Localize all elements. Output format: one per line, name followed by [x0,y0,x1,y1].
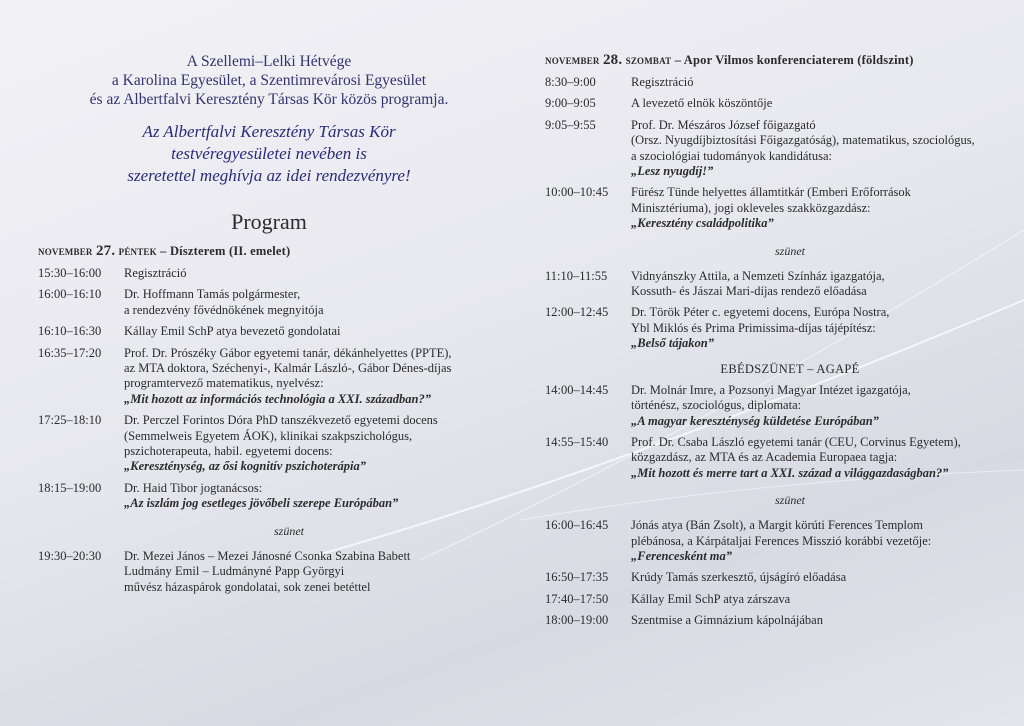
row-line: Kállay Emil SchP atya zárszava [631,591,791,606]
row-line: Ludmány Emil – Ludmányné Papp Györgyi [124,564,345,579]
row-line: közgazdász, az MTA és az Academia Europaea tagja: [631,450,898,465]
row-desc [124,287,500,318]
row-line: Dr. Török Péter c. egyetemi docens, Európa Nostra, [631,305,890,320]
row-desc [631,435,995,481]
row-time: 18:15–19:00 [38,480,102,495]
day2-schedule [545,75,995,629]
row-line: Krúdy Tamás szerkesztő, újságíró előadása [631,570,847,585]
schedule-row [38,287,500,318]
row-line: Fürész Tünde helyettes államtitkár (Emberi Erőforrások [631,185,911,200]
schedule-row [545,383,995,429]
invite-line-2: testvéregyesületei nevében is [171,144,367,163]
schedule-row [38,324,500,339]
row-desc [631,383,995,429]
row-time: 16:10–16:30 [38,324,102,339]
lunch-break-label: EBÉDSZÜNET – AGAPÉ [720,361,860,376]
row-desc [631,269,995,300]
row-line: az MTA doktora, Széchenyi-, Kalmár László-, Gábor Dénes-díjas [124,361,452,376]
row-time: 8:30–9:00 [545,75,596,89]
row-line: Prof. Dr. Csaba László egyetemi tanár (CEU, Corvinus Egyetem), [631,434,961,449]
row-time: 14:00–14:45 [545,382,609,397]
row-line: művész házaspárok gondolatai, sok zenei betéttel [124,579,371,594]
lecture-title: „Ferencesként ma” [631,548,733,563]
schedule-row [545,305,995,351]
day2-header [545,52,995,69]
schedule-row [545,269,995,300]
row-time: 9:05–9:55 [545,117,596,132]
row-time: 15:30–16:00 [38,266,102,280]
row-time: 16:50–17:35 [545,570,609,585]
schedule-row [38,481,500,512]
row-time: 10:00–10:45 [545,185,609,200]
lecture-title: „Keresztény családpolitika” [631,216,774,231]
day2-weekday: szombat [625,53,672,67]
row-time: 17:40–17:50 [545,591,609,606]
row-desc [631,96,995,111]
day2-month: november [545,53,600,67]
schedule-row [545,592,995,607]
row-desc [124,346,500,408]
schedule-row [545,75,995,90]
row-line: Szentmise a Gimnázium kápolnájában [631,613,823,628]
lecture-title: „Az iszlám jog esetleges jövőbeli szerepe Európában” [124,496,399,511]
invite-line-1: Az Albertfalvi Keresztény Társas Kör [142,122,396,141]
row-time: 16:35–17:20 [38,345,102,360]
row-time: 12:00–12:45 [545,305,609,320]
day1-weekday: péntek [118,244,157,258]
invite-line-3: szeretettel meghívja az idei rendezvényre! [127,166,411,185]
row-line: (Semmelweis Egyetem ÁOK), klinikai szakpszichológus, [124,428,413,443]
row-line: Vidnyánszky Attila, a Nemzeti Színház igazgatója, [631,268,885,283]
row-desc [631,185,995,231]
schedule-row [545,518,995,564]
row-time: 16:00–16:45 [545,518,609,533]
row-desc [631,118,995,180]
day2-venue: – Apor Vilmos konferenciaterem (földszint) [674,53,914,67]
schedule-row [545,435,995,481]
day1-venue: – Díszterem (II. emelet) [160,244,291,258]
row-desc [124,413,500,475]
schedule-row [545,96,995,111]
row-desc [631,75,995,90]
row-line: Jónás atya (Bán Zsolt), a Margit körúti Ferences Templom [631,518,924,533]
schedule-row [545,118,995,180]
break-label: szünet [274,523,304,538]
break-label: szünet [775,493,805,508]
row-desc [124,481,500,512]
row-desc [631,613,995,628]
row-line: Regisztráció [124,266,187,280]
row-line: pszichoterapeuta, habil. egyetemi docens: [124,444,333,459]
schedule-row [38,549,500,595]
intro-line-3: és az Albertfalvi Keresztény Társas Kör közös programja. [89,91,449,108]
schedule-row [545,185,995,231]
day1-day-num: 27. [95,243,116,259]
row-line: a szociológiai tudományok kandidátusa: [631,148,832,163]
row-time: 14:55–15:40 [545,434,609,449]
lecture-title: „Lesz nyugdíj!” [631,164,714,179]
row-desc [631,592,995,607]
row-time: 16:00–16:10 [38,287,102,302]
lecture-title: „Mit hozott és merre tart a XXI. század a világgazdaságban?” [631,465,949,480]
break-label: szünet [775,243,805,258]
schedule-row [38,346,500,408]
row-desc [631,305,995,351]
right-column [545,52,995,629]
row-line: A levezető elnök köszöntője [631,96,773,111]
day1-header [38,243,500,260]
intro-line-2: a Karolina Egyesület, a Szentimrevárosi Egyesület [111,72,427,89]
intro-line-1: A Szellemi–Lelki Hétvége [186,53,352,70]
schedule-row [545,570,995,585]
row-line: plébánosa, a Kárpátaljai Ferences Misszió korábbi vezetője: [631,533,932,548]
lecture-title: „Kereszténység, az ősi kognitív pszichoterápia” [124,459,367,474]
program-title: Program [231,209,307,234]
row-line: a rendezvény fővédnökének megnyitója [124,302,324,317]
row-line: programtervező matematikus, nyelvész: [124,376,324,391]
row-desc [631,570,995,585]
row-line: Dr. Mezei János – Mezei Jánosné Csonka Szabina Babett [124,548,411,563]
day2-day-num: 28. [602,52,623,68]
row-desc [124,549,500,595]
row-time: 11:10–11:55 [545,268,608,283]
schedule-row [38,413,500,475]
lecture-title: „A magyar kereszténység küldetése Európában” [631,413,879,428]
day1-schedule [38,266,500,595]
row-line: (Orsz. Nyugdíjbiztosítási Főigazgatóság), matematikus, szociológus, [631,133,975,148]
row-line: Kossuth- és Jászai Mari-díjas rendező előadása [631,284,867,299]
row-line: Dr. Molnár Imre, a Pozsonyi Magyar Intézet igazgatója, [631,382,911,397]
row-desc [631,518,995,564]
row-time: 9:00–9:05 [545,96,596,111]
row-line: Prof. Dr. Mészáros József főigazgató [631,117,816,132]
row-line: történész, szociológus, diplomata: [631,398,802,413]
row-line: Dr. Hoffmann Tamás polgármester, [124,287,301,302]
row-line: Minisztériuma), jogi okleveles szakközgazdász: [631,200,871,215]
invitation-block [38,121,500,187]
row-line: Regisztráció [631,75,694,89]
lecture-title: „Belső tájakon” [631,336,714,351]
row-time: 17:25–18:10 [38,413,102,428]
row-line: Dr. Haid Tibor jogtanácsos: [124,480,263,495]
row-time: 19:30–20:30 [38,548,102,563]
row-line: Ybl Miklós és Prima Primissima-díjas tájépítész: [631,320,876,335]
schedule-row [38,266,500,281]
row-time: 18:00–19:00 [545,613,609,628]
schedule-row [545,613,995,628]
row-line: Prof. Dr. Prószéky Gábor egyetemi tanár, dékánhelyettes (PPTE), [124,345,452,360]
row-desc [124,266,500,281]
left-column [38,52,500,595]
row-desc [124,324,500,339]
lecture-title: „Mit hozott az információs technológia a XXI. században?” [124,391,432,406]
row-line: Dr. Perczel Forintos Dóra PhD tanszékvezető egyetemi docens [124,413,438,428]
day1-month: november [38,244,93,258]
row-line: Kállay Emil SchP atya bevezető gondolatai [124,324,341,339]
intro-block [38,52,500,109]
